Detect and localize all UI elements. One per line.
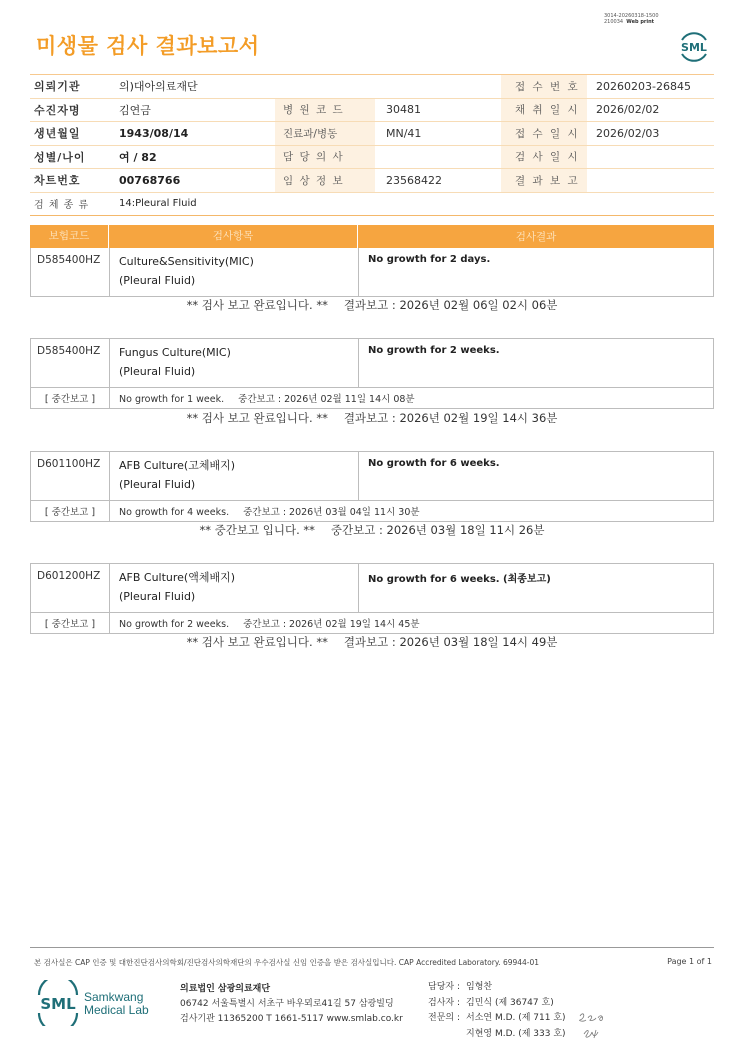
staff-name: 지현영 M.D. (제 333 호) [466, 1028, 566, 1039]
result-item-name: AFB Culture(액체배지) [119, 571, 236, 584]
value-accession-no: 20260203-26845 [596, 79, 691, 93]
result-note-1 [30, 297, 714, 313]
result-row [31, 339, 713, 387]
note-report-time: 중간보고 : 2026년 03월 18일 11시 26분 [330, 523, 545, 537]
value-collection-date: 2026/02/02 [596, 103, 660, 117]
result-value: No growth for 2 weeks. [368, 345, 500, 356]
result-item-specimen: (Pleural Fluid) [119, 590, 196, 603]
note-status: ** 검사 보고 완료입니다. ** [186, 298, 328, 312]
result-note-2 [30, 410, 714, 426]
interim-result: No growth for 2 weeks. [119, 619, 230, 630]
result-code: D601200HZ [31, 564, 110, 612]
result-block-3 [30, 451, 714, 522]
header-test-item: 검사항목 [109, 225, 358, 248]
label-accession-no: 접 수 번 호 [501, 75, 587, 98]
value-hospital-code: 30481 [386, 103, 421, 117]
info-row-patient [30, 99, 714, 123]
signature-icon [576, 1008, 612, 1042]
value-institution: 의)대아의료재단 [119, 80, 198, 94]
label-receipt-date: 접 수 일 시 [501, 122, 587, 145]
footer-logo-text: SML [40, 995, 76, 1013]
result-value: No growth for 6 weeks. (최종보고) [368, 574, 551, 585]
result-value: No growth for 6 weeks. [368, 458, 500, 469]
staff-name: 서소연 M.D. (제 711 호) [466, 1013, 566, 1023]
interim-time: 중간보고 : 2026년 02월 19일 14시 45분 [243, 619, 420, 630]
note-status: ** 검사 보고 완료입니다. ** [186, 411, 328, 425]
label-department: 진료과/병동 [275, 122, 375, 145]
logo-word-medical-lab: Medical Lab [84, 1003, 149, 1017]
result-code: D585400HZ [31, 248, 110, 296]
interim-time: 중간보고 : 2026년 03월 04일 11시 30분 [243, 507, 420, 518]
result-block-2 [30, 338, 714, 409]
label-test-date: 검 사 일 시 [501, 146, 587, 169]
result-item-name: AFB Culture(고체배지) [119, 459, 236, 472]
result-item-name: Fungus Culture(MIC) [119, 346, 231, 359]
staff-label: 검사자 : [428, 997, 460, 1008]
result-code: D585400HZ [31, 339, 110, 387]
page-number: Page 1 of 1 [667, 957, 712, 966]
note-status: ** 검사 보고 완료입니다. ** [186, 635, 328, 649]
result-row [31, 248, 713, 296]
result-note-4 [30, 634, 714, 650]
note-report-time: 결과보고 : 2026년 02월 19일 14시 36분 [343, 411, 558, 425]
value-chart-no: 00768766 [119, 173, 181, 187]
note-report-time: 결과보고 : 2026년 03월 18일 14시 49분 [343, 635, 558, 649]
label-clinical-info: 임 상 정 보 [275, 169, 375, 192]
result-block-1 [30, 248, 714, 297]
value-receipt-date: 2026/02/03 [596, 126, 660, 140]
patient-info-table [30, 74, 714, 216]
interim-result: No growth for 1 week. [119, 394, 225, 405]
label-hospital-code: 병 원 코 드 [275, 99, 375, 122]
organization-contact: 검사기관 11365200 T 1661-5117 www.smlab.co.kr [180, 1014, 403, 1024]
logo-word-samkwang: Samkwang [84, 990, 144, 1004]
results-header [30, 225, 714, 248]
result-item-specimen: (Pleural Fluid) [119, 478, 196, 491]
info-row-chart [30, 169, 714, 193]
result-item-specimen: (Pleural Fluid) [119, 274, 196, 287]
page-title: 미생물 검사 결과보고서 [36, 34, 260, 58]
info-row-birth [30, 122, 714, 146]
value-birth-date: 1943/08/14 [119, 126, 189, 140]
certification-text: 본 검사실은 CAP 인증 및 대한진단검사의학회/진단검사의학재단의 우수검사실 신임 인증을 받은 검사실입니다. CAP Accredited Laboratory. 69944-01 [34, 958, 540, 967]
organization-name: 의료법인 삼광의료재단 [180, 984, 271, 994]
interim-label: [ 중간보고 ] [31, 501, 110, 521]
result-row [31, 564, 713, 612]
label-specimen-type: 검 체 종 류 [34, 200, 90, 212]
staff-info [428, 980, 566, 1042]
result-value: No growth for 2 days. [368, 254, 491, 265]
organization-info [180, 982, 403, 1027]
value-specimen-type: 14:Pleural Fluid [119, 198, 197, 210]
interim-report-row [31, 500, 713, 521]
info-row-institution [30, 75, 714, 99]
interim-label: [ 중간보고 ] [31, 388, 110, 408]
result-item-specimen: (Pleural Fluid) [119, 365, 196, 378]
label-patient-name: 수진자명 [34, 103, 81, 117]
document-code-line1: 3014-20260318-1500 [604, 13, 659, 19]
staff-label: 담당자 : [428, 982, 460, 992]
value-department: MN/41 [386, 126, 422, 140]
interim-time: 중간보고 : 2026년 02월 11일 14시 08분 [238, 394, 415, 405]
sml-logo-icon [676, 28, 712, 64]
web-print-label: Web print [626, 19, 655, 25]
document-code [604, 13, 659, 25]
header-insurance-code: 보험코드 [30, 225, 109, 248]
value-sex-age: 여 / 82 [119, 150, 157, 164]
result-block-4 [30, 563, 714, 634]
label-birth-date: 생년월일 [34, 127, 81, 141]
interim-report-row [31, 387, 713, 408]
result-row [31, 452, 713, 500]
label-chart-no: 차트번호 [34, 174, 81, 188]
label-result-report: 결 과 보 고 [501, 169, 587, 192]
info-row-specimen [30, 193, 714, 217]
organization-address: 06742 서울특별시 서초구 바우뫼로41길 57 삼광빌딩 [180, 999, 394, 1009]
interim-label: [ 중간보고 ] [31, 613, 110, 633]
value-patient-name: 김연금 [119, 103, 151, 117]
value-clinical-info: 23568422 [386, 173, 442, 187]
logo-text: SML [681, 41, 707, 54]
header-test-result: 검사결과 [515, 231, 557, 243]
interim-report-row [31, 612, 713, 633]
label-sex-age: 성별/나이 [34, 150, 86, 164]
samkwang-logo-icon [36, 980, 156, 1026]
result-code: D601100HZ [31, 452, 110, 500]
document-code-line2: 210034 [604, 19, 624, 25]
footer-divider [30, 947, 714, 948]
result-item-name: Culture&Sensitivity(MIC) [119, 255, 254, 268]
staff-name: 김민식 (제 36747 호) [466, 997, 554, 1008]
staff-name: 임형찬 [466, 982, 493, 992]
note-report-time: 결과보고 : 2026년 02월 06일 02시 06분 [343, 298, 558, 312]
info-row-sex-age [30, 146, 714, 170]
label-institution: 의뢰기관 [34, 80, 81, 94]
staff-label: 전문의 : [428, 1013, 460, 1023]
label-collection-date: 채 취 일 시 [501, 99, 587, 122]
note-status: ** 중간보고 입니다. ** [199, 523, 315, 537]
label-physician: 담 당 의 사 [275, 146, 375, 169]
result-note-3 [30, 522, 714, 538]
interim-result: No growth for 4 weeks. [119, 507, 230, 518]
